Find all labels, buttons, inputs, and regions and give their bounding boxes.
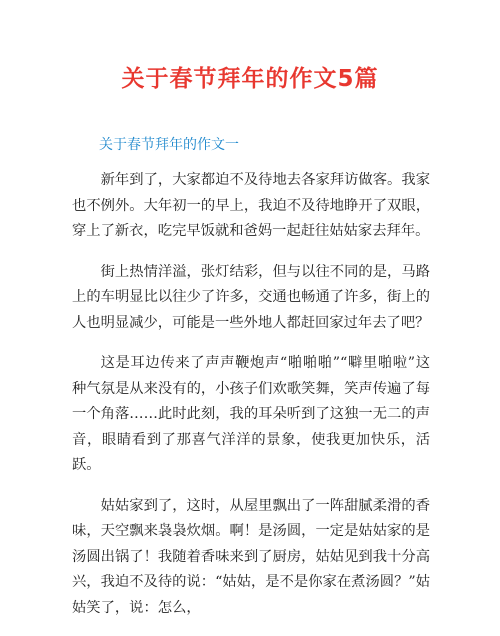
paragraph-2: 街上热情洋溢，张灯结彩，但与以往不同的是，马路上的车明显比以往少了许多，交通也畅通了许多，街上的人也明显减少，可能是一些外地人都赶回家过年去了吧？ xyxy=(72,263,430,331)
paragraph-1: 新年到了，大家都迫不及待地去各家拜访做客。我家也不例外。大年初一的早上，我迫不及待地睁开了双眼，穿上了新衣，吃完早饭就和爸妈一起赶往姑姑家去拜年。 xyxy=(72,172,430,239)
paragraph-4: 姑姑家到了，这时，从屋里飘出了一阵甜腻柔滑的香味，天空飘来袅袅炊烟。啊！是汤圆，一定是姑姑家的是汤圆出锅了！我随着香味来到了厨房，姑姑见到我十分高兴，我迫不及待的说：“姑姑，是不是你家在煮汤圆？”姑姑笑了，说：怎么， xyxy=(72,497,430,616)
article-title: 关于春节拜年的作文5篇 xyxy=(121,66,379,92)
paragraph-3: 这是耳边传来了声声鞭炮声“啪啪啪”“噼里啪啦”这种气氛是从来没有的，小孩子们欢歌笑舞，笑声传遍了每一个角落……此时此刻，我的耳朵听到了这独一无二的声音，眼睛看到了那喜气洋洋的景象，使我更加快乐，活跃。 xyxy=(72,355,430,473)
article-subtitle: 关于春节拜年的作文一 xyxy=(99,137,239,153)
